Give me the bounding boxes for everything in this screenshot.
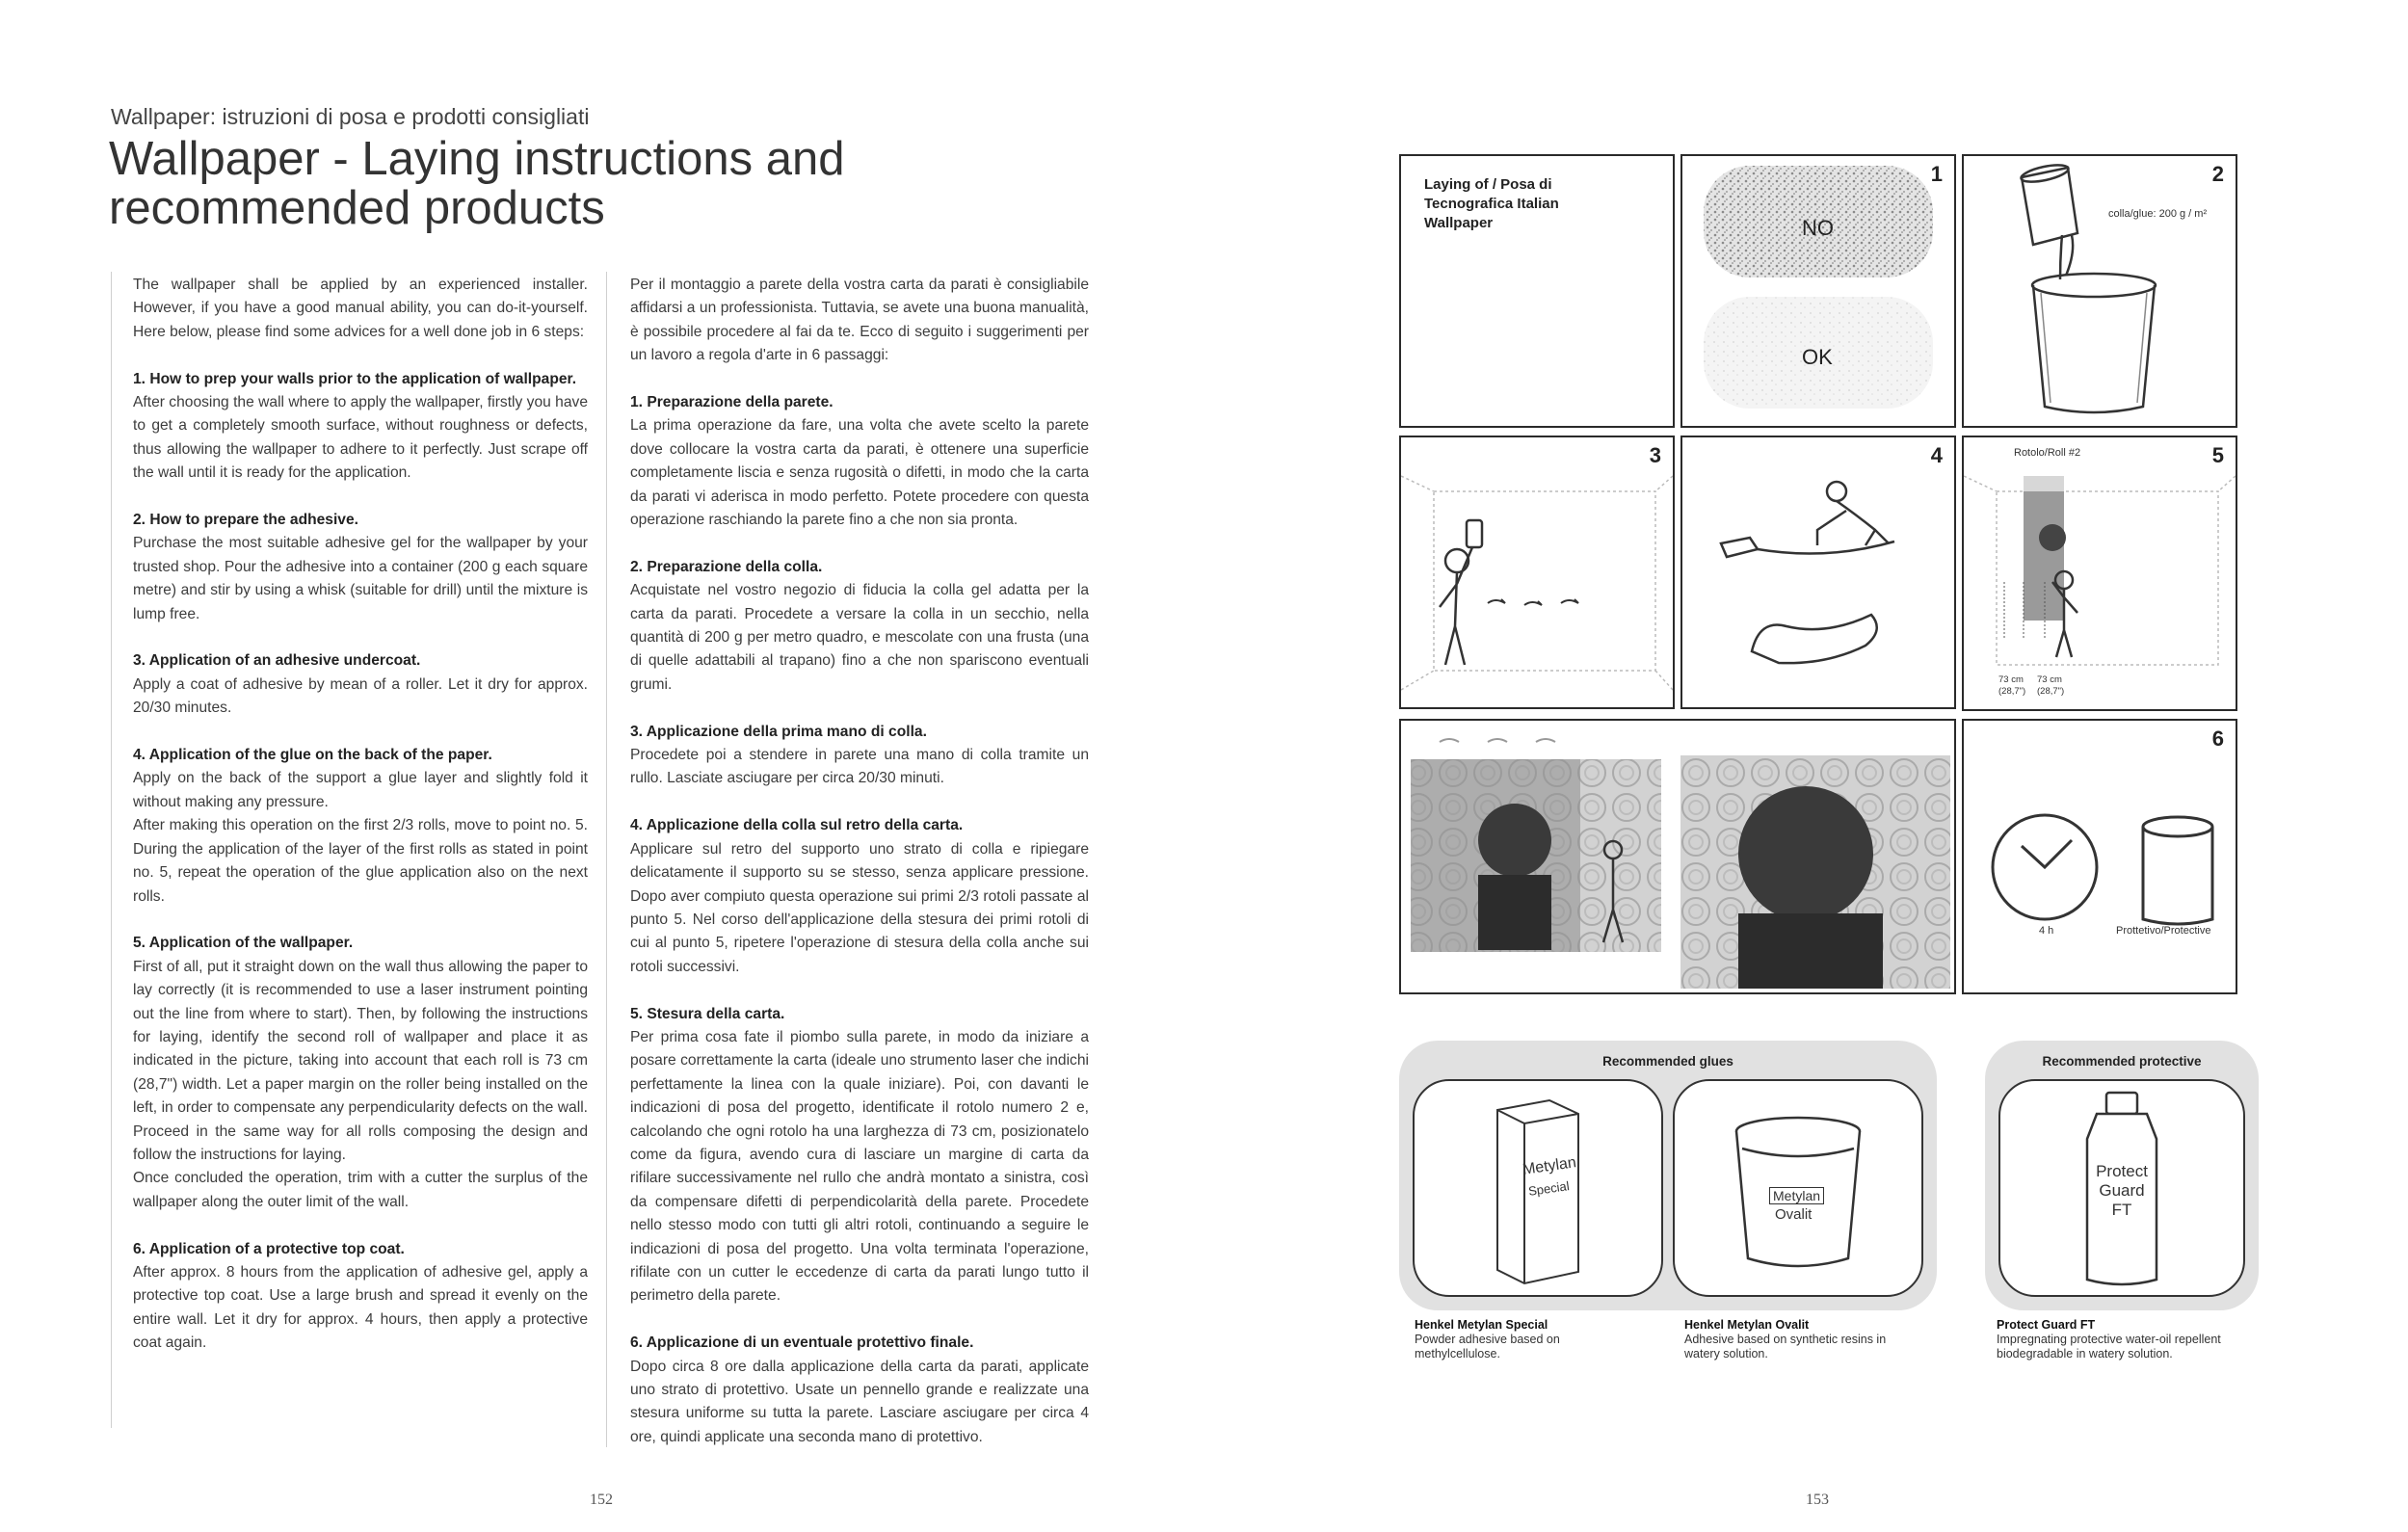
rough-wall-label: NO bbox=[1802, 216, 1834, 240]
english-step2-body: Purchase the most suitable adhesive gel for the wallpaper by your trusted shop. Pour the adhesive into a container (200 g each square metre) and stir by using a whisk (suitable for drill) until the mixture is lump free. bbox=[133, 535, 588, 622]
product-card-protect-guard bbox=[1998, 1079, 2245, 1297]
roll-width-a-cm: 73 cm bbox=[1998, 674, 2024, 685]
caption-protective-desc: Impregnating protective water-oil repellent biodegradable in watery solution. bbox=[1997, 1333, 2221, 1360]
roller-application-illustration bbox=[1401, 437, 1673, 707]
bottle-label-line1: Protect bbox=[2096, 1162, 2148, 1180]
recommended-glues-box bbox=[1399, 1041, 1937, 1310]
step3-panel bbox=[1399, 436, 1675, 709]
english-intro: The wallpaper shall be applied by an experienced installer. However, if you have a good manual ability, you can do-it-yourself. Here below, please find some advices for a well done job in 6 steps: bbox=[133, 277, 588, 340]
caption-ovalit-desc: Adhesive based on synthetic resins in watery solution. bbox=[1684, 1333, 1887, 1360]
english-step3-heading: 3. Application of an adhesive undercoat. bbox=[133, 652, 421, 670]
special-brand: Metylan bbox=[1522, 1154, 1577, 1178]
protective-label: Prottetivo/Protective bbox=[2116, 925, 2211, 937]
step6-number: 6 bbox=[2211, 726, 2224, 751]
italian-step5-body: Per prima cosa fate il piombo sulla parete, in modo da iniziare a posare correttamente la carta (ideale uno strumento laser che indichi perfettamente la linea con la quale iniziare). Poi, con davanti le indicazioni di posa del progetto, identificate il rotolo numero 2 e, calcolando che ogni rotolo ha una larghezza di 73 cm, posizionatelo come da figura, avendo cura di lasciare un margine di carta da rifilare successivamente nel rullo che andrà montato a sinistra, così da compensare difetti di perpendicolarità della parete. Procedete nello stesso modo con tutti gli altri rotoli, continuando a seguire le indicazioni di posa del progetto. Una volta terminata l'operazione, rifilate con un cutter le eccedenze di carta da parati lungo tutto il perimetro della parete. bbox=[630, 1028, 1089, 1305]
roll-width-b bbox=[2037, 674, 2064, 698]
roll-number-label: Rotolo/Roll #2 bbox=[2014, 447, 2081, 459]
italian-column bbox=[630, 274, 1089, 1473]
italian-intro: Per il montaggio a parete della vostra carta da parati è consigliabile affidarsi a un professionista. Tuttavia, se avete una buona manualità, è possibile procedere al fai da te. Ecco di seguito i suggerimenti per un lavoro a regola d'arte in 6 passaggi: bbox=[630, 277, 1089, 364]
step2-panel bbox=[1962, 154, 2237, 428]
step5-panel bbox=[1962, 436, 2237, 711]
italian-step4-body: Applicare sul retro del supporto uno strato di colla e ripiegare delicatamente il supporto su se stesso, senza applicare pressione. Dopo aver compiuto questa operazione sui primi 2/3 rotoli passate al punto 5. Nel corso dell'applicazione della stesura dei primi rotoli di cui al punto 5, ripetere l'operazione di stesura della colla anche sui rotoli successivi. bbox=[630, 840, 1089, 975]
caption-special-name: Henkel Metylan Special bbox=[1415, 1318, 1548, 1332]
drying-illustration bbox=[1964, 721, 2236, 992]
step3-number: 3 bbox=[1649, 443, 1661, 467]
ovalit-brand: Metylan bbox=[1769, 1187, 1824, 1204]
applied-wallpaper-panel bbox=[1399, 719, 1956, 994]
english-step2-heading: 2. How to prepare the adhesive. bbox=[133, 512, 358, 529]
english-step6-heading: 6. Application of a protective top coat. bbox=[133, 1240, 405, 1257]
glues-heading: Recommended glues bbox=[1602, 1054, 1733, 1069]
roll-width-b-inch: (28,7") bbox=[2037, 686, 2065, 697]
step2-number: 2 bbox=[2211, 162, 2224, 186]
italian-step2-heading: 2. Preparazione della colla. bbox=[630, 558, 823, 575]
roll-placement-illustration bbox=[1964, 437, 2236, 709]
smooth-wall-label: OK bbox=[1802, 345, 1833, 369]
english-step1-heading: 1. How to prep your walls prior to the application of wallpaper. bbox=[133, 370, 577, 387]
product-card-metylan-special bbox=[1413, 1079, 1663, 1297]
italian-step1-body: La prima operazione da fare, una volta che avete scelto la parete dove collocare la vostra carta da parati, è ottenere una superficie completamente liscia e senza rugosità o difetti, in modo che la carta da parati vi aderisca in modo perfetto. Potete procedere con questa operazione raschiando la parete fino a che non sia pronta. bbox=[630, 417, 1089, 529]
italian-step6-heading: 6. Applicazione di un eventuale protettivo finale. bbox=[630, 1334, 974, 1352]
recommended-protective-box bbox=[1985, 1041, 2259, 1310]
drying-time-label: 4 h bbox=[2039, 925, 2054, 937]
glue-on-paper-illustration bbox=[1682, 437, 1954, 707]
italian-step1-heading: 1. Preparazione della parete. bbox=[630, 394, 834, 411]
bottle-label-line3: FT bbox=[2111, 1201, 2132, 1219]
portrait-figure bbox=[1478, 804, 1551, 877]
roll-width-a-inch: (28,7") bbox=[1998, 686, 2026, 697]
wallpaper-result-illustration bbox=[1401, 721, 1954, 992]
caption-ovalit-name: Henkel Metylan Ovalit bbox=[1684, 1318, 1810, 1332]
step1-number: 1 bbox=[1930, 162, 1943, 186]
italian-step5-heading: 5. Stesura della carta. bbox=[630, 1005, 785, 1022]
step1-panel bbox=[1680, 154, 1956, 428]
italian-step6-body: Dopo circa 8 ore dalla applicazione della carta da parati, applicate uno strato di protettivo. Usate un pennello grande e realizzate una stesura uniforme su tutta la parete. Lasciare asciugare per circa 4 ore, quindi applicate una seconda mano di protettivo. bbox=[630, 1358, 1089, 1445]
page-subtitle: Wallpaper: istruzioni di posa e prodotti consigliati bbox=[111, 104, 590, 129]
protective-can-icon bbox=[2143, 827, 2212, 924]
english-step5-body-cont: Once concluded the operation, trim with a cutter the surplus of the wallpaper along the outer limit of the wall. bbox=[133, 1170, 588, 1210]
caption-metylan-ovalit bbox=[1684, 1318, 1916, 1361]
bottle-label bbox=[2085, 1162, 2158, 1220]
step6-panel bbox=[1962, 719, 2237, 994]
step4-panel bbox=[1680, 436, 1956, 709]
glue-quantity-label: colla/glue: 200 g / m² bbox=[2108, 208, 2208, 220]
special-subname: Special bbox=[1527, 1178, 1571, 1199]
english-step1-body: After choosing the wall where to apply the wallpaper, firstly you have to get a completely smooth surface, without roughness or defects, thus allowing the wallpaper to adhere to it perfectly. Just scrape off the wall until it is ready for the application. bbox=[133, 394, 588, 482]
bottle-label-line2: Guard bbox=[2099, 1181, 2145, 1200]
english-step4-body: Apply on the back of the support a glue layer and slightly fold it without making any pressure. bbox=[133, 770, 588, 810]
intro-panel bbox=[1399, 154, 1675, 428]
italian-step3-body: Procedete poi a stendere in parete una mano di colla tramite un rullo. Lasciate asciugare per circa 20/30 minuti. bbox=[630, 747, 1089, 787]
italian-step4-heading: 4. Applicazione della colla sul retro della carta. bbox=[630, 817, 964, 834]
caption-special-desc: Powder adhesive based on methylcellulose. bbox=[1415, 1333, 1560, 1360]
ovalit-subname: Ovalit bbox=[1775, 1206, 1813, 1223]
caption-metylan-special bbox=[1415, 1318, 1607, 1361]
english-step5-heading: 5. Application of the wallpaper. bbox=[133, 935, 354, 952]
english-step3-body: Apply a coat of adhesive by mean of a roller. Let it dry for approx. 20/30 minutes. bbox=[133, 675, 588, 717]
caption-protective-name: Protect Guard FT bbox=[1997, 1318, 2096, 1332]
intro-panel-text: Laying of / Posa di Tecnografica Italian Wallpaper bbox=[1424, 176, 1559, 231]
strip-pattern bbox=[2039, 524, 2066, 551]
step4-number: 4 bbox=[1930, 443, 1943, 467]
column-rule-left bbox=[111, 272, 112, 1428]
english-step5-body: First of all, put it straight down on the wall thus allowing the paper to lay correctly (it is recommended to use a laser instrument pointing out the line from where to start). Then, by following the instructions for laying, identify the second roll of wallpaper and place it as indicated in the picture, taking into account that each roll is 73 cm (28,7") width. Let a paper margin on the roller being installed on the left, in order to compensate any perpendicularity defects on the wall. Proceed in the same way for all rolls composing the design and follow the instructions for laying. bbox=[133, 958, 588, 1163]
page-number-left: 152 bbox=[590, 1492, 613, 1508]
caption-protect-guard bbox=[1997, 1318, 2266, 1361]
roll-width-a bbox=[1998, 674, 2025, 698]
english-step4-heading: 4. Application of the glue on the back of the paper. bbox=[133, 747, 492, 764]
page-title: Wallpaper - Laying instructions and recommended products bbox=[109, 133, 845, 234]
english-step6-body: After approx. 8 hours from the application of adhesive gel, apply a protective top coat. Use a large brush and spread it evenly on the entire wall. Let it dry for approx. 4 hours, then apply a protective coat again. bbox=[133, 1263, 588, 1352]
column-rule-middle bbox=[606, 272, 607, 1447]
step5-number: 5 bbox=[2211, 443, 2224, 467]
wall-surface-illustration bbox=[1682, 156, 1954, 426]
page-number-right: 153 bbox=[1806, 1492, 1829, 1508]
english-step4-body-cont: After making this operation on the first 2/3 rolls, move to point no. 5. During the application of the layer of the first rolls as stated in point no. 5, repeat the operation of the glue application also on the next rolls. bbox=[133, 817, 588, 905]
protective-heading: Recommended protective bbox=[2042, 1054, 2202, 1069]
italian-step2-body: Acquistate nel vostro negozio di fiducia la colla gel adatta per la carta da parati. Procedete a versare la colla in un secchio, nella quantità di 200 g per metro quadro, e mescolate con una frusta (una di quelle adattabili al trapano) fino a che non spariscono eventuali grumi. bbox=[630, 582, 1089, 693]
english-column bbox=[133, 274, 588, 1379]
roll-width-b-cm: 73 cm bbox=[2037, 674, 2062, 685]
italian-step3-heading: 3. Applicazione della prima mano di colla. bbox=[630, 723, 927, 740]
product-card-metylan-ovalit bbox=[1673, 1079, 1923, 1297]
bucket-icon bbox=[1964, 156, 2236, 426]
